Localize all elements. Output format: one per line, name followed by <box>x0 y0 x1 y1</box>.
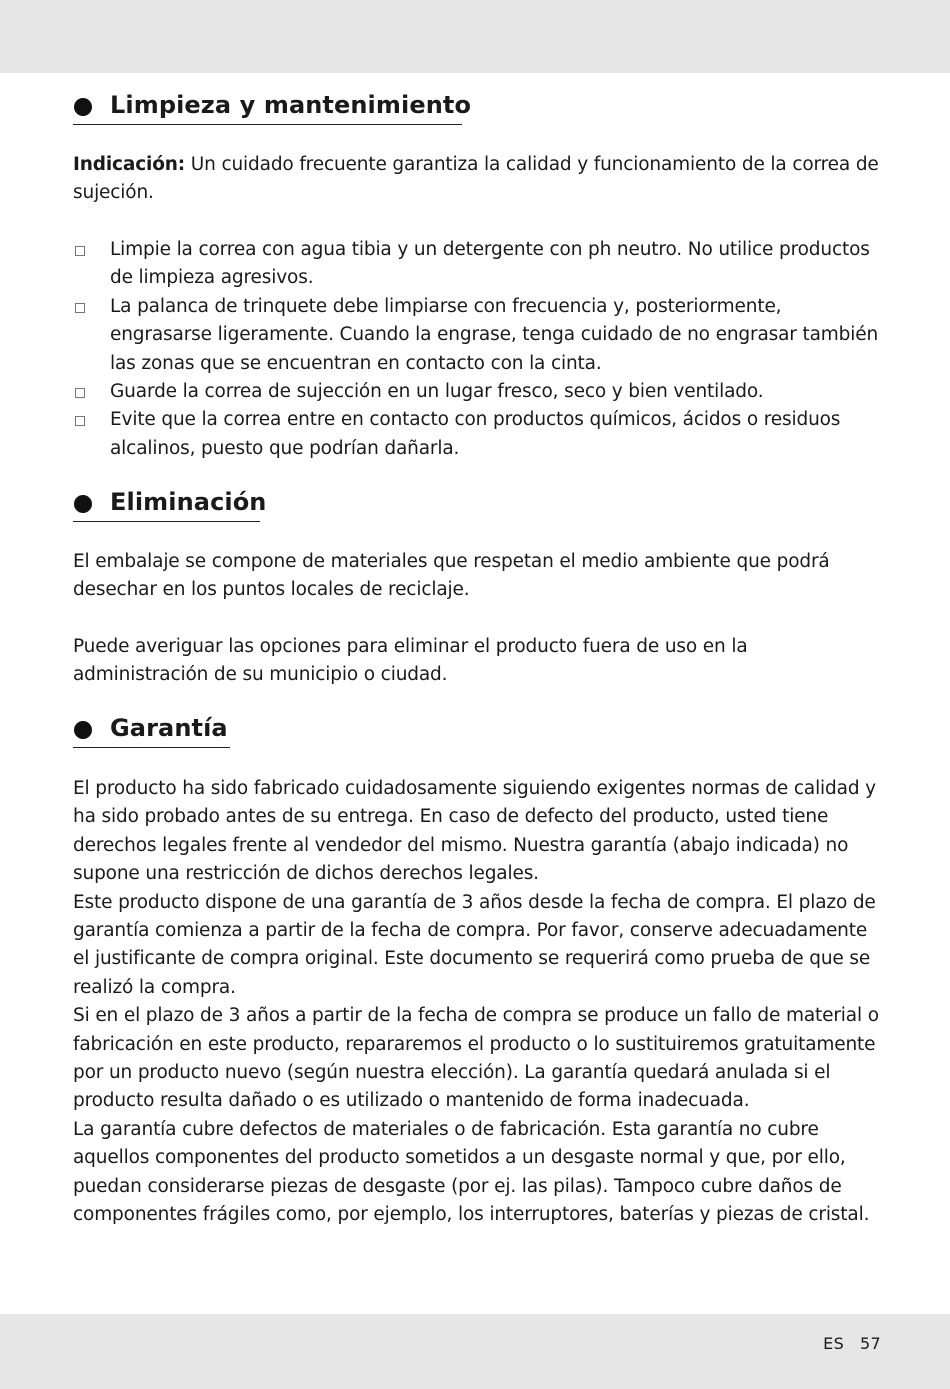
cleaning-list <box>73 236 885 463</box>
list-item-text: Limpie la correa con agua tibia y un detergente con ph neutro. No utilice productos de limpieza agresivos. <box>110 239 870 289</box>
warranty-body <box>73 775 885 1230</box>
checkbox-bullet-icon <box>75 388 85 398</box>
warranty-paragraph: Este producto dispone de una garantía de 3 años desde la fecha de compra. El plazo de garantía comienza a partir de la fecha de compra. Por favor, conserve adecuadamente el justificante de compra original. Este documento se requerirá como prueba de que se realizó la compra. <box>73 891 876 998</box>
list-item <box>73 406 885 463</box>
page-number: 57 <box>860 1334 881 1353</box>
list-item-text: Guarde la correa de sujección en un lugar fresco, seco y bien ventilado. <box>110 381 764 403</box>
disposal-paragraph: Puede averiguar las opciones para eliminar el producto fuera de uso en la administración de su municipio o ciudad. <box>73 636 748 686</box>
warranty-paragraph: El producto ha sido fabricado cuidadosamente siguiendo exigentes normas de calidad y ha sido probado antes de su entrega. En caso de defecto del producto, usted tiene derechos legales frente al vendedor del mismo. Nuestra garantía (abajo indicada) no supone una restricción de dichos derechos legales. <box>73 778 876 885</box>
section-heading-warranty <box>73 714 228 745</box>
warranty-paragraph: La garantía cubre defectos de materiales o de fabricación. Esta garantía no cubre aquellos componentes del producto sometidos a un desgaste normal y que, por ello, puedan considerarse piezas de desgaste (por ej. las pilas). Tampoco cubre daños de componentes frágiles como, por ejemplo, los interruptores, baterías y piezas de cristal. <box>73 1118 870 1226</box>
section-title: Limpieza y mantenimiento <box>110 91 472 119</box>
note-label: Indicación: <box>73 154 186 175</box>
heading-underline <box>73 124 462 125</box>
list-item <box>73 378 885 406</box>
section-title: Eliminación <box>110 488 267 516</box>
bullet-dot-icon <box>74 495 92 513</box>
heading-underline <box>73 747 230 748</box>
language-code: ES <box>823 1334 845 1353</box>
section-heading-disposal <box>73 488 267 519</box>
heading-underline <box>73 521 260 522</box>
checkbox-bullet-icon <box>75 303 85 313</box>
list-item-text: La palanca de trinquete debe limpiarse con frecuencia y, posteriormente, engrasarse ligeramente. Cuando la engrase, tenga cuidado de no engrasar también las zonas que se encuentran en contacto con la cinta. <box>110 295 879 374</box>
checkbox-bullet-icon <box>75 246 85 256</box>
section-title: Garantía <box>110 714 228 742</box>
note-paragraph <box>73 151 885 208</box>
section-heading-cleaning <box>73 91 471 122</box>
list-item-text: Evite que la correa entre en contacto con productos químicos, ácidos o residuos alcalinos, puesto que podrían dañarla. <box>110 409 841 459</box>
list-item <box>73 293 885 378</box>
header-band <box>0 0 950 73</box>
warranty-paragraph: Si en el plazo de 3 años a partir de la fecha de compra se produce un fallo de material o fabricación en este producto, repararemos el producto o lo sustituiremos gratuitamente por un producto nuevo (según nuestra elección). La garantía quedará anulada si el producto resulta dañado o es utilizado o mantenido de forma inadecuada. <box>73 1005 879 1112</box>
bullet-dot-icon <box>74 98 92 116</box>
checkbox-bullet-icon <box>75 416 85 426</box>
footer-band <box>0 1314 950 1389</box>
bullet-dot-icon <box>74 721 92 739</box>
note-text: Un cuidado frecuente garantiza la calidad y funcionamiento de la correa de sujeción. <box>73 154 879 204</box>
page-footer <box>823 1334 881 1353</box>
list-item <box>73 236 885 293</box>
disposal-paragraph: El embalaje se compone de materiales que respetan el medio ambiente que podrá desechar en los puntos locales de reciclaje. <box>73 551 830 601</box>
